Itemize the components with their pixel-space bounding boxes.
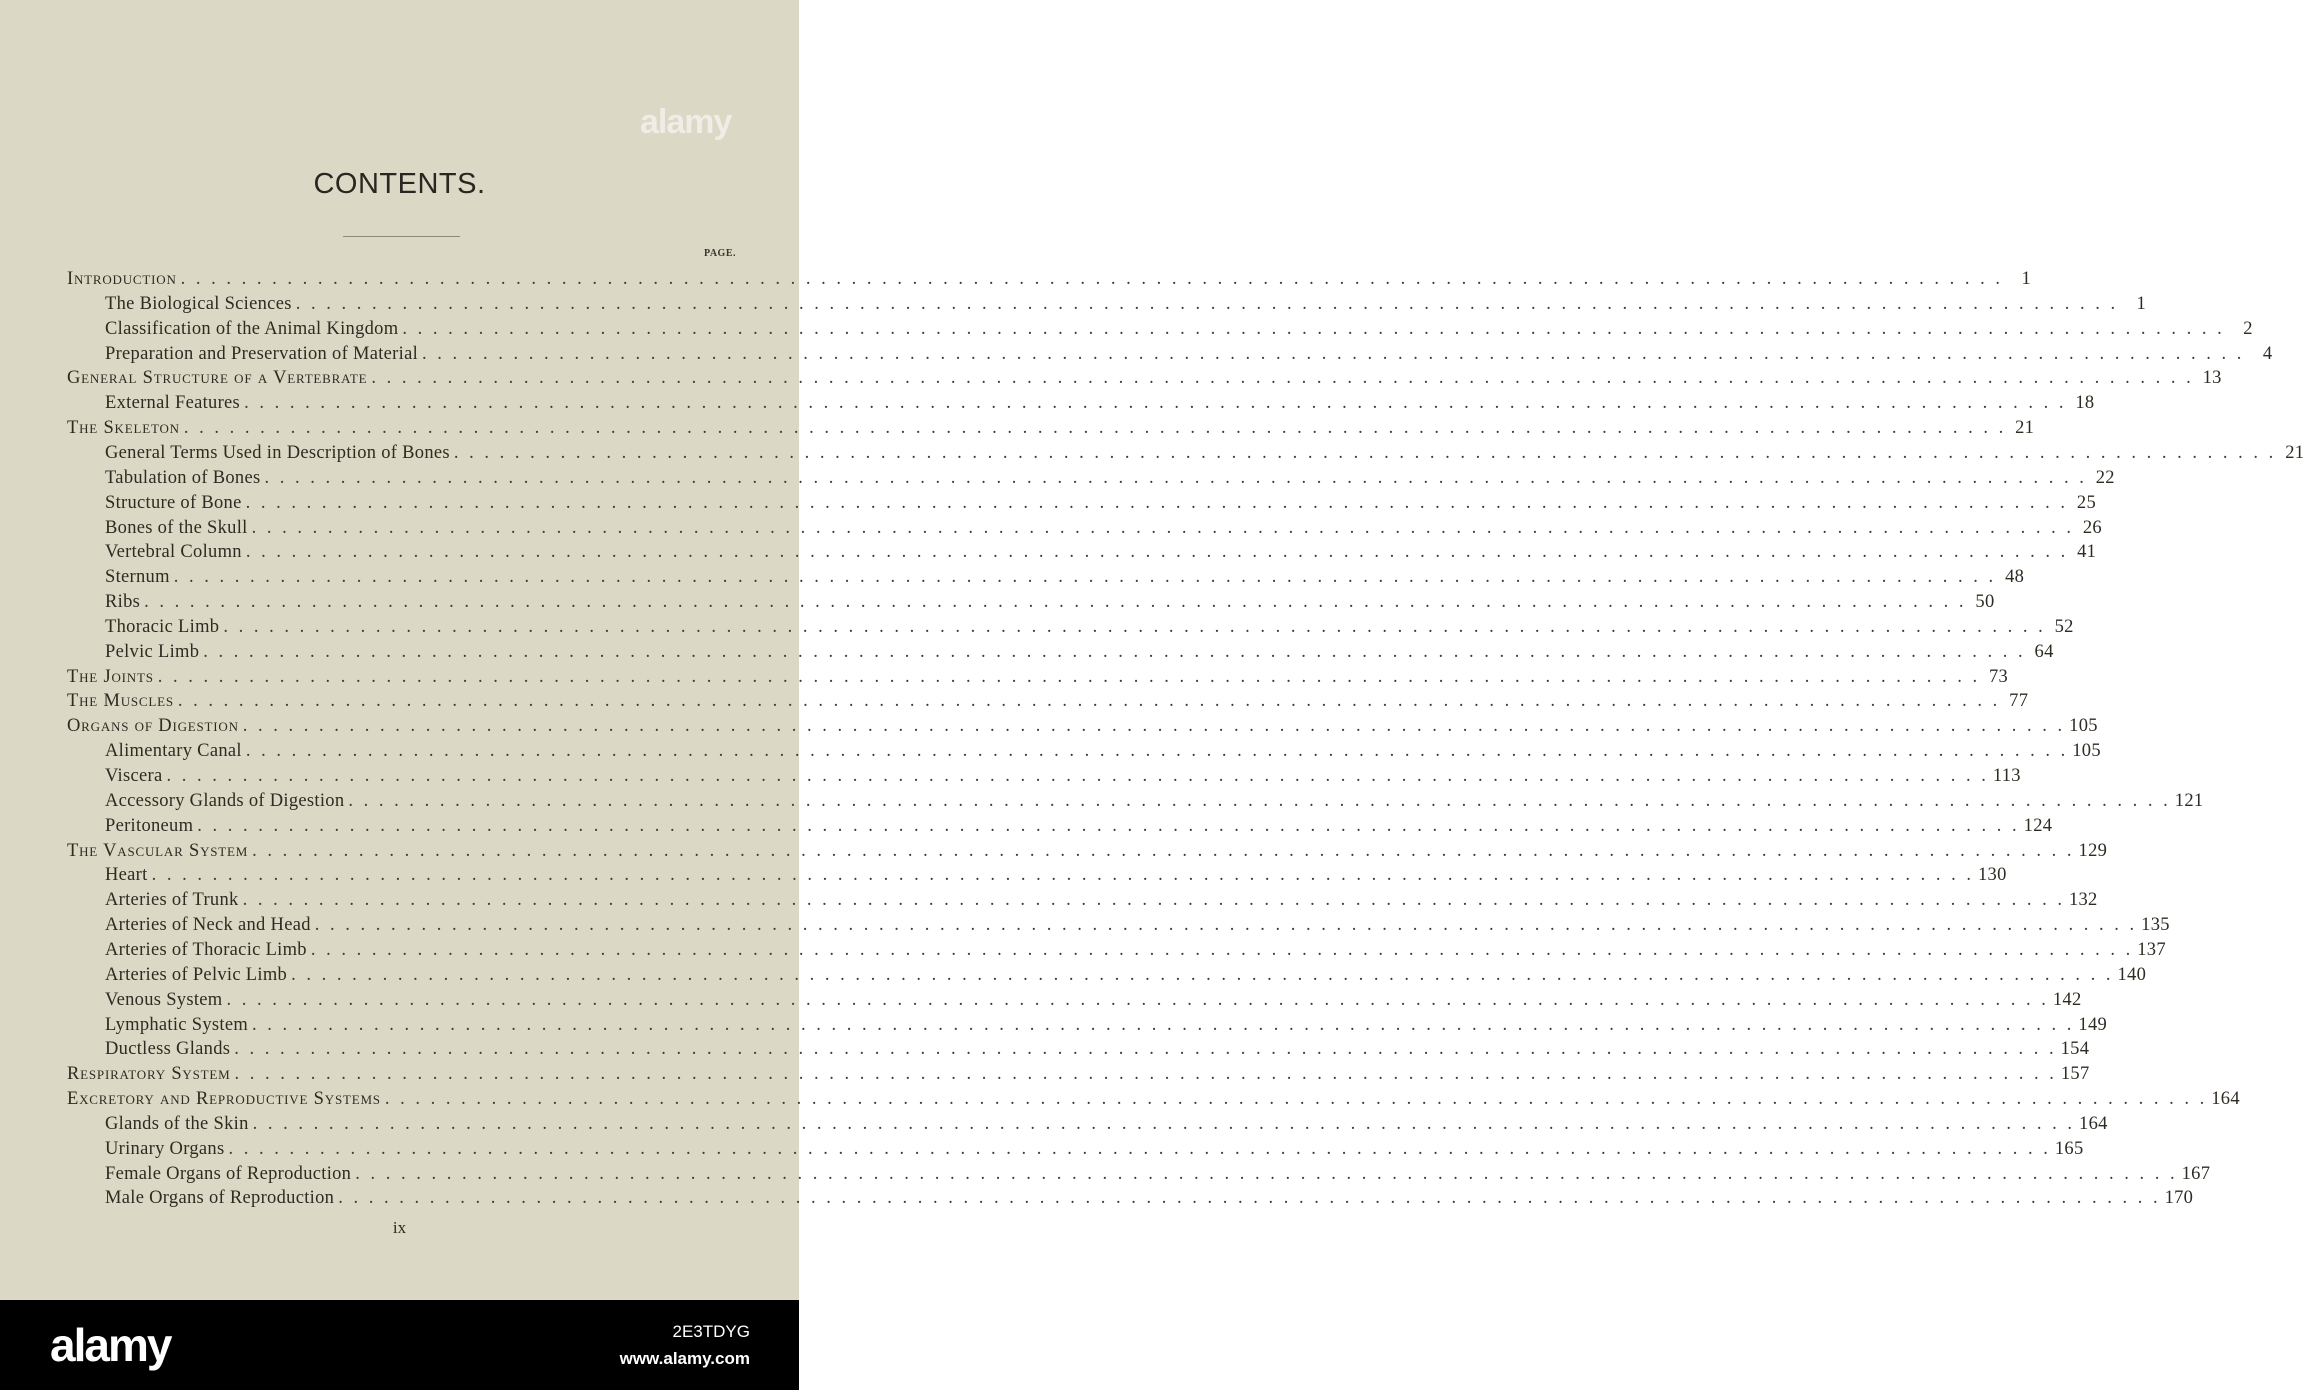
- toc-entry-label: Ribs: [105, 592, 141, 613]
- toc-entry-page-number: 21: [2285, 442, 2304, 463]
- toc-subsection-entry: [105, 1186, 2194, 1210]
- dot-leader: . . . . . . . . . . . . . . . . . . . . . . . . . . . . . . . . . . . . . . . . . . . . . . . . . . . . . . . . . . . . . . . . . . . . . . . . . . . . . . . . . . . . . . . . . . . . . . . . . . . . . . . . . . . . . . . . . . . . . . . .: [244, 393, 2067, 414]
- toc-entry-page-number: 77: [2009, 691, 2029, 712]
- dot-leader: . . . . . . . . . . . . . . . . . . . . . . . . . . . . . . . . . . . . . . . . . . . . . . . . . . . . . . . . . . . . . . . . . . . . . . . . . . . . . . . . . . . . . . . . . . . . . . . . . . . . . . . . . . . . . . . . . . . . . . . .: [203, 641, 2026, 662]
- toc-subsection-entry: [105, 491, 2096, 515]
- toc-entry-label: External Features: [105, 393, 241, 414]
- toc-entry-page-number: 41: [2077, 542, 2097, 563]
- toc-subsection-entry: [105, 391, 2095, 415]
- toc-entry-label: The Biological Sciences: [105, 293, 292, 314]
- watermark-logo-overlay: alamy: [640, 103, 732, 141]
- toc-entry-label: Peritoneum: [105, 815, 194, 836]
- toc-entry-page-number: 52: [2054, 616, 2074, 637]
- toc-entry-page-number: 1: [2136, 293, 2147, 314]
- toc-section-entry: [67, 267, 2032, 291]
- toc-subsection-entry: [105, 1037, 2090, 1061]
- toc-entry-label: Venous System: [105, 989, 223, 1010]
- toc-entry-label: Accessory Glands of Digestion: [105, 790, 345, 811]
- toc-entry-page-number: 25: [2076, 492, 2096, 513]
- dot-leader: . . . . . . . . . . . . . . . . . . . . . . . . . . . . . . . . . . . . . . . . . . . . . . . . . . . . . . . . . . . . . . . . . . . . . . . . . . . . . . . . . . . . . . . . . . . . . . . . . . . . . . . . . . . . . . . . . . . . . . . .: [228, 1138, 2051, 1159]
- toc-entry-label: Alimentary Canal: [105, 741, 242, 762]
- toc-entry-page-number: 121: [2174, 790, 2204, 811]
- dot-leader: . . . . . . . . . . . . . . . . . . . . . . . . . . . . . . . . . . . . . . . . . . . . . . . . . . . . . . . . . . . . . . . . . . . . . . . . . . . . . . . . . . . . . . . . . . . . . . . . . . . . . . . . . . . . . . . . . . . . . . . .: [242, 890, 2065, 911]
- dot-leader: . . . . . . . . . . . . . . . . . . . . . . . . . . . . . . . . . . . . . . . . . . . . . . . . . . . . . . . . . . . . . . . . . . . . . . . . . . . . . . . . . . . . . . . . . . . . . . . . . . . . . . . . . . . . . . . . . . . . . . . .: [245, 492, 2068, 513]
- toc-subsection-entry: [105, 913, 2170, 937]
- dot-leader: . . . . . . . . . . . . . . . . . . . . . . . . . . . . . . . . . . . . . . . . . . . . . . . . . . . . . . . . . . . . . . . . . . . . . . . . . . . . . . . . . . . . . . . . . . . . . . . . . . . . . . . . . . . . . . . . . . . . . . . .: [197, 815, 2020, 836]
- toc-entry-page-number: 4: [2262, 343, 2273, 364]
- toc-subsection-entry: [105, 938, 2166, 962]
- title-rule-divider: [343, 236, 460, 237]
- toc-subsection-entry: [105, 789, 2204, 813]
- dot-leader: . . . . . . . . . . . . . . . . . . . . . . . . . . . . . . . . . . . . . . . . . . . . . . . . . . . . . . . . . . . . . . . . . . . . . . . . . . . . . . . . . . . . . . . . . . . . . . . . . . . . . . . . . . . . . . . . . . . . . . . .: [144, 592, 1967, 613]
- dot-leader: . . . . . . . . . . . . . . . . . . . . . . . . . . . . . . . . . . . . . . . . . . . . . . . . . . . . . . . . . . . . . . . . . . . . . . . . . . . . . . . . . . . . . . . . . . . . . . . . . . . . . . . . . . . . . . . . . . . . . . . .: [223, 616, 2046, 637]
- dot-leader: . . . . . . . . . . . . . . . . . . . . . . . . . . . . . . . . . . . . . . . . . . . . . . . . . . . . . . . . . . . . . . . . . . . . . . . . . . . . . . . . . . . . . . . . . . . . . . . . . . . . . . . . . . . . . . . . . . . . . . . .: [234, 1039, 2057, 1060]
- alamy-logo: alamy: [50, 1319, 171, 1371]
- toc-entry-page-number: 21: [2015, 418, 2035, 439]
- toc-entry-page-number: 18: [2075, 393, 2095, 414]
- toc-section-entry: [67, 839, 2108, 863]
- toc-subsection-entry: [105, 963, 2147, 987]
- toc-entry-label: Viscera: [105, 766, 163, 786]
- toc-entry-label: Glands of the Skin: [105, 1113, 249, 1134]
- toc-entry-page-number: 105: [2072, 741, 2101, 762]
- toc-entry-page-number: 2: [2243, 318, 2253, 339]
- dot-leader: . . . . . . . . . . . . . . . . . . . . . . . . . . . . . . . . . . . . . . . . . . . . . . . . . . . . . . . . . . . . . . . . . . . . . . . . . . . . . . . . . . . . . . . . . . . . . . . . . . . . . . . . . . . . . . . . . . . . . . . .: [183, 418, 2007, 439]
- toc-entry-page-number: 140: [2117, 964, 2147, 985]
- toc-subsection-entry: [105, 1137, 2084, 1161]
- toc-subsection-entry: [105, 640, 2054, 664]
- toc-subsection-entry: [105, 540, 2097, 564]
- dot-leader: . . . . . . . . . . . . . . . . . . . . . . . . . . . . . . . . . . . . . . . . . . . . . . . . . . . . . . . . . . . . . . . . . . . . . . . . . . . . . . . . . . . . . . . . . . . . . . . . . . . . . . . . . . . . . . . . . . . . . . . .: [173, 567, 1997, 588]
- toc-subsection-entry: [105, 317, 2253, 341]
- toc-entry-page-number: 135: [2141, 915, 2170, 936]
- toc-entry-page-number: 1: [2021, 269, 2032, 289]
- toc-entry-label: Urinary Organs: [105, 1138, 225, 1159]
- toc-entry-label: Respiratory System: [67, 1064, 231, 1085]
- toc-entry-page-number: 149: [2078, 1014, 2108, 1035]
- toc-entry-page-number: 167: [2181, 1163, 2211, 1184]
- toc-entry-label: Arteries of Thoracic Limb: [105, 939, 307, 960]
- dot-leader: . . . . . . . . . . . . . . . . . . . . . . . . . . . . . . . . . . . . . . . . . . . . . . . . . . . . . . . . . . . . . . . . . . . . . . . . . . . . . . . . . . . . . . . . . . . . . . . . . . . . . . . . . . . . . . . . . . . . . . . .: [355, 1163, 2178, 1184]
- dot-leader: . . . . . . . . . . . . . . . . . . . . . . . . . . . . . . . . . . . . . . . . . . . . . . . . . . . . . . . . . . . . . . . . . . . . . . . . . . . . . . . . . . . . . . . . . . . . . . . . . . . . . . . . . . . . . . . . . . . . . . . .: [157, 666, 1981, 687]
- dot-leader: . . . . . . . . . . . . . . . . . . . . . . . . . . . . . . . . . . . . . . . . . . . . . . . . . . . . . . . . . . . . . . . . . . . . . . . . . . . . . . . . . . . . . . . . . . . . . . . . . . . . . . . . . . . . . . . . . . . . . . . .: [242, 716, 2066, 737]
- toc-subsection-entry: [105, 888, 2098, 912]
- toc-entry-label: Lymphatic System: [105, 1014, 249, 1035]
- dot-leader: . . . . . . . . . . . . . . . . . . . . . . . . . . . . . . . . . . . . . . . . . . . . . . . . . . . . . . . . . . . . . . . . . . . . . . . . . . . . . . . . . . . . . . . . . . . . . . . . . . . . . . . . . . . . . . . . . . . . . . . .: [252, 1014, 2075, 1035]
- page-folio: ix: [392, 1218, 407, 1237]
- toc-entry-label: The Vascular System: [67, 840, 249, 861]
- toc-entry-page-number: 154: [2060, 1039, 2090, 1060]
- toc-subsection-entry: [105, 863, 2007, 887]
- toc-entry-label: Organs of Digestion: [67, 716, 239, 737]
- toc-entry-page-number: 157: [2060, 1064, 2090, 1085]
- toc-subsection-entry: [105, 441, 2304, 465]
- toc-subsection-entry: [105, 292, 2147, 316]
- toc-entry-label: Preparation and Preservation of Material: [105, 343, 419, 364]
- dot-leader: . . . . . . . . . . . . . . . . . . . . . . . . . . . . . . . . . . . . . . . . . . . . . . . . . . . . . . . . . . . . . . . . . . . . . . . . . . . . . . . . . . . . . . . . . . . . . . . . . . . . . . . . . . . . . . . . . . . . . . . .: [245, 542, 2069, 563]
- toc-entry-page-number: 48: [2005, 567, 2025, 588]
- page-column-header: PAGE.: [703, 248, 736, 259]
- dot-leader: . . . . . . . . . . . . . . . . . . . . . . . . . . . . . . . . . . . . . . . . . . . . . . . . . . . . . . . . . . . . . . . . . . . . . . . . . . . . . . . . . . . . . . . . . . . . . . . . . . . . . . . . . . . . . . . . . . . . . . . .: [151, 865, 1974, 886]
- toc-entry-label: Arteries of Neck and Head: [105, 915, 311, 936]
- toc-entry-label: Female Organs of Reproduction: [105, 1163, 352, 1184]
- toc-entry-label: The Muscles: [67, 691, 174, 712]
- toc-subsection-entry: [105, 988, 2082, 1012]
- toc-entry-label: General Terms Used in Description of Bones: [105, 442, 450, 463]
- page-title: CONTENTS.: [313, 168, 486, 200]
- toc-section-entry: [67, 1087, 2240, 1111]
- toc-entry-page-number: 170: [2164, 1188, 2194, 1209]
- dot-leader: . . . . . . . . . . . . . . . . . . . . . . . . . . . . . . . . . . . . . . . . . . . . . . . . . . . . . . . . . . . . . . . . . . . . . . . . . . . . . . . . . . . . . . . . . . . . . . . . . . . . . . . . . . . . . . . . . . . . . . . .: [371, 368, 2194, 389]
- toc-entry-label: Excretory and Reproductive Systems: [67, 1089, 381, 1110]
- toc-entry-page-number: 129: [2078, 840, 2108, 861]
- dot-leader: . . . . . . . . . . . . . . . . . . . . . . . . . . . . . . . . . . . . . . . . . . . . . . . . . . . . . . . . . . . . . . . . . . . . . . . . . . . . . . . . . . . . . . . . . . . . . . . . . . . . . . . . . . . . . . . . . . . . . . . .: [338, 1188, 2161, 1209]
- dot-leader: . . . . . . . . . . . . . . . . . . . . . . . . . . . . . . . . . . . . . . . . . . . . . . . . . . . . . . . . . . . . . . . . . . . . . . . . . . . . . . . . . . . . . . . . . . . . . . . . . . . . . . . . . . . . . . . . . . . . . . . .: [264, 467, 2087, 488]
- toc-entry-page-number: 164: [2079, 1113, 2108, 1134]
- toc-section-entry: [67, 366, 2222, 390]
- toc-entry-label: Bones of the Skull: [105, 517, 248, 538]
- toc-subsection-entry: [105, 516, 2102, 540]
- dot-leader: . . . . . . . . . . . . . . . . . . . . . . . . . . . . . . . . . . . . . . . . . . . . . . . . . . . . . . . . . . . . . . . . . . . . . . . . . . . . . . . . . . . . . . . . . . . . . . . . . . . . . . . . . . . . . . . . . . . . . . . .: [314, 915, 2138, 936]
- toc-entry-page-number: 164: [2211, 1089, 2240, 1110]
- dot-leader: . . . . . . . . . . . . . . . . . . . . . . . . . . . . . . . . . . . . . . . . . . . . . . . . . . . . . . . . . . . . . . . . . . . . . . . . . . . . . . . . . . . . . . . . . . . . . . . . . . . . . . . . . . . . . . . . . . . . . . . .: [234, 1064, 2057, 1085]
- toc-entry-label: The Skeleton: [67, 418, 180, 439]
- toc-subsection-entry: [105, 1162, 2211, 1186]
- toc-entry-label: Pelvic Limb: [105, 641, 200, 662]
- dot-leader: . . . . . . . . . . . . . . . . . . . . . . . . . . . . . . . . . . . . . . . . . . . . . . . . . . . . . . . . . . . . . . . . . . . . . . . . . . . . . . . . . . . . . . . . . . . . . . . . . . . . . . . . . . . . . . . . . . . . . . . .: [166, 766, 1989, 786]
- toc-subsection-entry: [105, 739, 2101, 763]
- toc-entry-page-number: 137: [2137, 939, 2166, 960]
- toc-entry-page-number: 124: [2023, 815, 2053, 836]
- toc-entry-page-number: 26: [2082, 517, 2102, 538]
- toc-subsection-entry: [105, 565, 2025, 589]
- toc-subsection-entry: [105, 1013, 2108, 1037]
- toc-entry-page-number: 73: [1989, 666, 2009, 687]
- toc-entry-page-number: 105: [2069, 716, 2098, 737]
- dot-leader: . . . . . . . . . . . . . . . . . . . . . . . . . . . . . . . . . . . . . . . . . . . . . . . . . . . . . . . . . . . . . . . . . . . . . . . . . . . . . . . . . . . . . . . . . . . . . . . . . . . . . . . . . . . . . . . . . . . . . . . .: [180, 269, 2004, 289]
- toc-subsection-entry: [105, 814, 2053, 838]
- toc-subsection-entry: [105, 615, 2074, 639]
- watermark-url: www.alamy.com: [619, 1349, 750, 1368]
- toc-entry-page-number: 165: [2054, 1138, 2084, 1159]
- dot-leader: . . . . . . . . . . . . . . . . . . . . . . . . . . . . . . . . . . . . . . . . . . . . . . . . . . . . . . . . . . . . . . . . . . . . . . . . . . . . . . . . . . . . . . . . . . . . . . . . . . . . . . . . . . . . . . . . . . . . . . . .: [252, 1113, 2076, 1134]
- toc-entry-label: Heart: [105, 865, 148, 886]
- toc-entry-label: Tabulation of Bones: [105, 467, 261, 488]
- toc-entry-label: Introduction: [67, 269, 177, 289]
- dot-leader: . . . . . . . . . . . . . . . . . . . . . . . . . . . . . . . . . . . . . . . . . . . . . . . . . . . . . . . . . . . . . . . . . . . . . . . . . . . . . . . . . . . . . . . . . . . . . . . . . . . . . . . . . . . . . . . . . . . . . . . .: [453, 442, 2277, 463]
- dot-leader: . . . . . . . . . . . . . . . . . . . . . . . . . . . . . . . . . . . . . . . . . . . . . . . . . . . . . . . . . . . . . . . . . . . . . . . . . . . . . . . . . . . . . . . . . . . . . . . . . . . . . . . . . . . . . . . . . . . . . . . .: [291, 964, 2114, 985]
- dot-leader: . . . . . . . . . . . . . . . . . . . . . . . . . . . . . . . . . . . . . . . . . . . . . . . . . . . . . . . . . . . . . . . . . . . . . . . . . . . . . . . . . . . . . . . . . . . . . . . . . . . . . . . . . . . . . . . . . . . . . . . .: [252, 840, 2075, 861]
- toc-section-entry: [67, 665, 2009, 689]
- toc-entry-label: Vertebral Column: [105, 542, 242, 563]
- toc-entry-label: Structure of Bone: [105, 492, 242, 513]
- toc-entry-label: Ductless Glands: [105, 1039, 231, 1060]
- toc-entry-label: General Structure of a Vertebrate: [67, 368, 368, 389]
- toc-entry-page-number: 64: [2034, 641, 2054, 662]
- toc-entry-page-number: 130: [1977, 865, 2007, 886]
- toc-entry-page-number: 50: [1975, 592, 1995, 613]
- dot-leader: . . . . . . . . . . . . . . . . . . . . . . . . . . . . . . . . . . . . . . . . . . . . . . . . . . . . . . . . . . . . . . . . . . . . . . . . . . . . . . . . . . . . . . . . . . . . . . . . . . . . . . . . . . . . . . . . . . . . . . . .: [348, 790, 2171, 811]
- toc-entry-label: Male Organs of Reproduction: [105, 1188, 335, 1209]
- toc-subsection-entry: [105, 342, 2273, 366]
- toc-entry-label: The Joints: [67, 666, 154, 687]
- toc-entry-label: Thoracic Limb: [105, 616, 220, 637]
- toc-subsection-entry: [105, 764, 2021, 788]
- dot-leader: . . . . . . . . . . . . . . . . . . . . . . . . . . . . . . . . . . . . . . . . . . . . . . . . . . . . . . . . . . . . . . . . . . . . . . . . . . . . . . . . . . . . . . . . . . . . . . . . . . . . . . . . . . . . . . . . . . . . . . . .: [310, 939, 2134, 960]
- toc-entry-label: Classification of the Animal Kingdom: [105, 318, 399, 339]
- toc-entry-label: Sternum: [105, 567, 170, 588]
- dot-leader: . . . . . . . . . . . . . . . . . . . . . . . . . . . . . . . . . . . . . . . . . . . . . . . . . . . . . . . . . . . . . . . . . . . . . . . . . . . . . . . . . . . . . . . . . . . . . . . . . . . . . . . . . . . . . . . . . . . . . . . .: [251, 517, 2074, 538]
- toc-subsection-entry: [105, 466, 2115, 490]
- toc-section-entry: [67, 714, 2098, 738]
- toc-entry-label: Arteries of Pelvic Limb: [105, 964, 288, 985]
- dot-leader: . . . . . . . . . . . . . . . . . . . . . . . . . . . . . . . . . . . . . . . . . . . . . . . . . . . . . . . . . . . . . . . . . . . . . . . . . . . . . . . . . . . . . . . . . . . . . . . . . . . . . . . . . . . . . . . . . . . . . . . .: [226, 989, 2049, 1010]
- watermark-footer-bar: [0, 1300, 799, 1390]
- toc-section-entry: [67, 1062, 2090, 1086]
- toc-entry-page-number: 22: [2095, 467, 2115, 488]
- toc-subsection-entry: [105, 1112, 2108, 1136]
- toc-section-entry: [67, 416, 2035, 440]
- dot-leader: . . . . . . . . . . . . . . . . . . . . . . . . . . . . . . . . . . . . . . . . . . . . . . . . . . . . . . . . . . . . . . . . . . . . . . . . . . . . . . . . . . . . . . . . . . . . . . . . . . . . . . . . . . . . . . . . . . . . . . . .: [384, 1089, 2208, 1110]
- toc-entry-page-number: 13: [2202, 368, 2222, 389]
- dot-leader: . . . . . . . . . . . . . . . . . . . . . . . . . . . . . . . . . . . . . . . . . . . . . . . . . . . . . . . . . . . . . . . . . . . . . . . . . . . . . . . . . . . . . . . . . . . . . . . . . . . . . . . . . . . . . . . . . . . . . . . .: [422, 343, 2245, 364]
- dot-leader: . . . . . . . . . . . . . . . . . . . . . . . . . . . . . . . . . . . . . . . . . . . . . . . . . . . . . . . . . . . . . . . . . . . . . . . . . . . . . . . . . . . . . . . . . . . . . . . . . . . . . . . . . . . . . . . . . . . . . . . .: [245, 741, 2069, 762]
- image-code: 2E3TDYG: [672, 1322, 750, 1341]
- toc-entry-page-number: 142: [2052, 989, 2082, 1010]
- toc-section-entry: [67, 689, 2029, 713]
- toc-entry-page-number: 132: [2068, 890, 2098, 911]
- dot-leader: . . . . . . . . . . . . . . . . . . . . . . . . . . . . . . . . . . . . . . . . . . . . . . . . . . . . . . . . . . . . . . . . . . . . . . . . . . . . . . . . . . . . . . . . . . . . . . . . . . . . . . . . . . . . . . . . . . . . . . . .: [295, 293, 2119, 314]
- toc-subsection-entry: [105, 590, 1995, 614]
- dot-leader: . . . . . . . . . . . . . . . . . . . . . . . . . . . . . . . . . . . . . . . . . . . . . . . . . . . . . . . . . . . . . . . . . . . . . . . . . . . . . . . . . . . . . . . . . . . . . . . . . . . . . . . . . . . . . . . . . . . . . . . .: [402, 318, 2225, 339]
- dot-leader: . . . . . . . . . . . . . . . . . . . . . . . . . . . . . . . . . . . . . . . . . . . . . . . . . . . . . . . . . . . . . . . . . . . . . . . . . . . . . . . . . . . . . . . . . . . . . . . . . . . . . . . . . . . . . . . . . . . . . . . .: [177, 691, 2001, 712]
- toc-entry-page-number: 113: [1992, 766, 2021, 786]
- toc-entry-label: Arteries of Trunk: [105, 890, 239, 911]
